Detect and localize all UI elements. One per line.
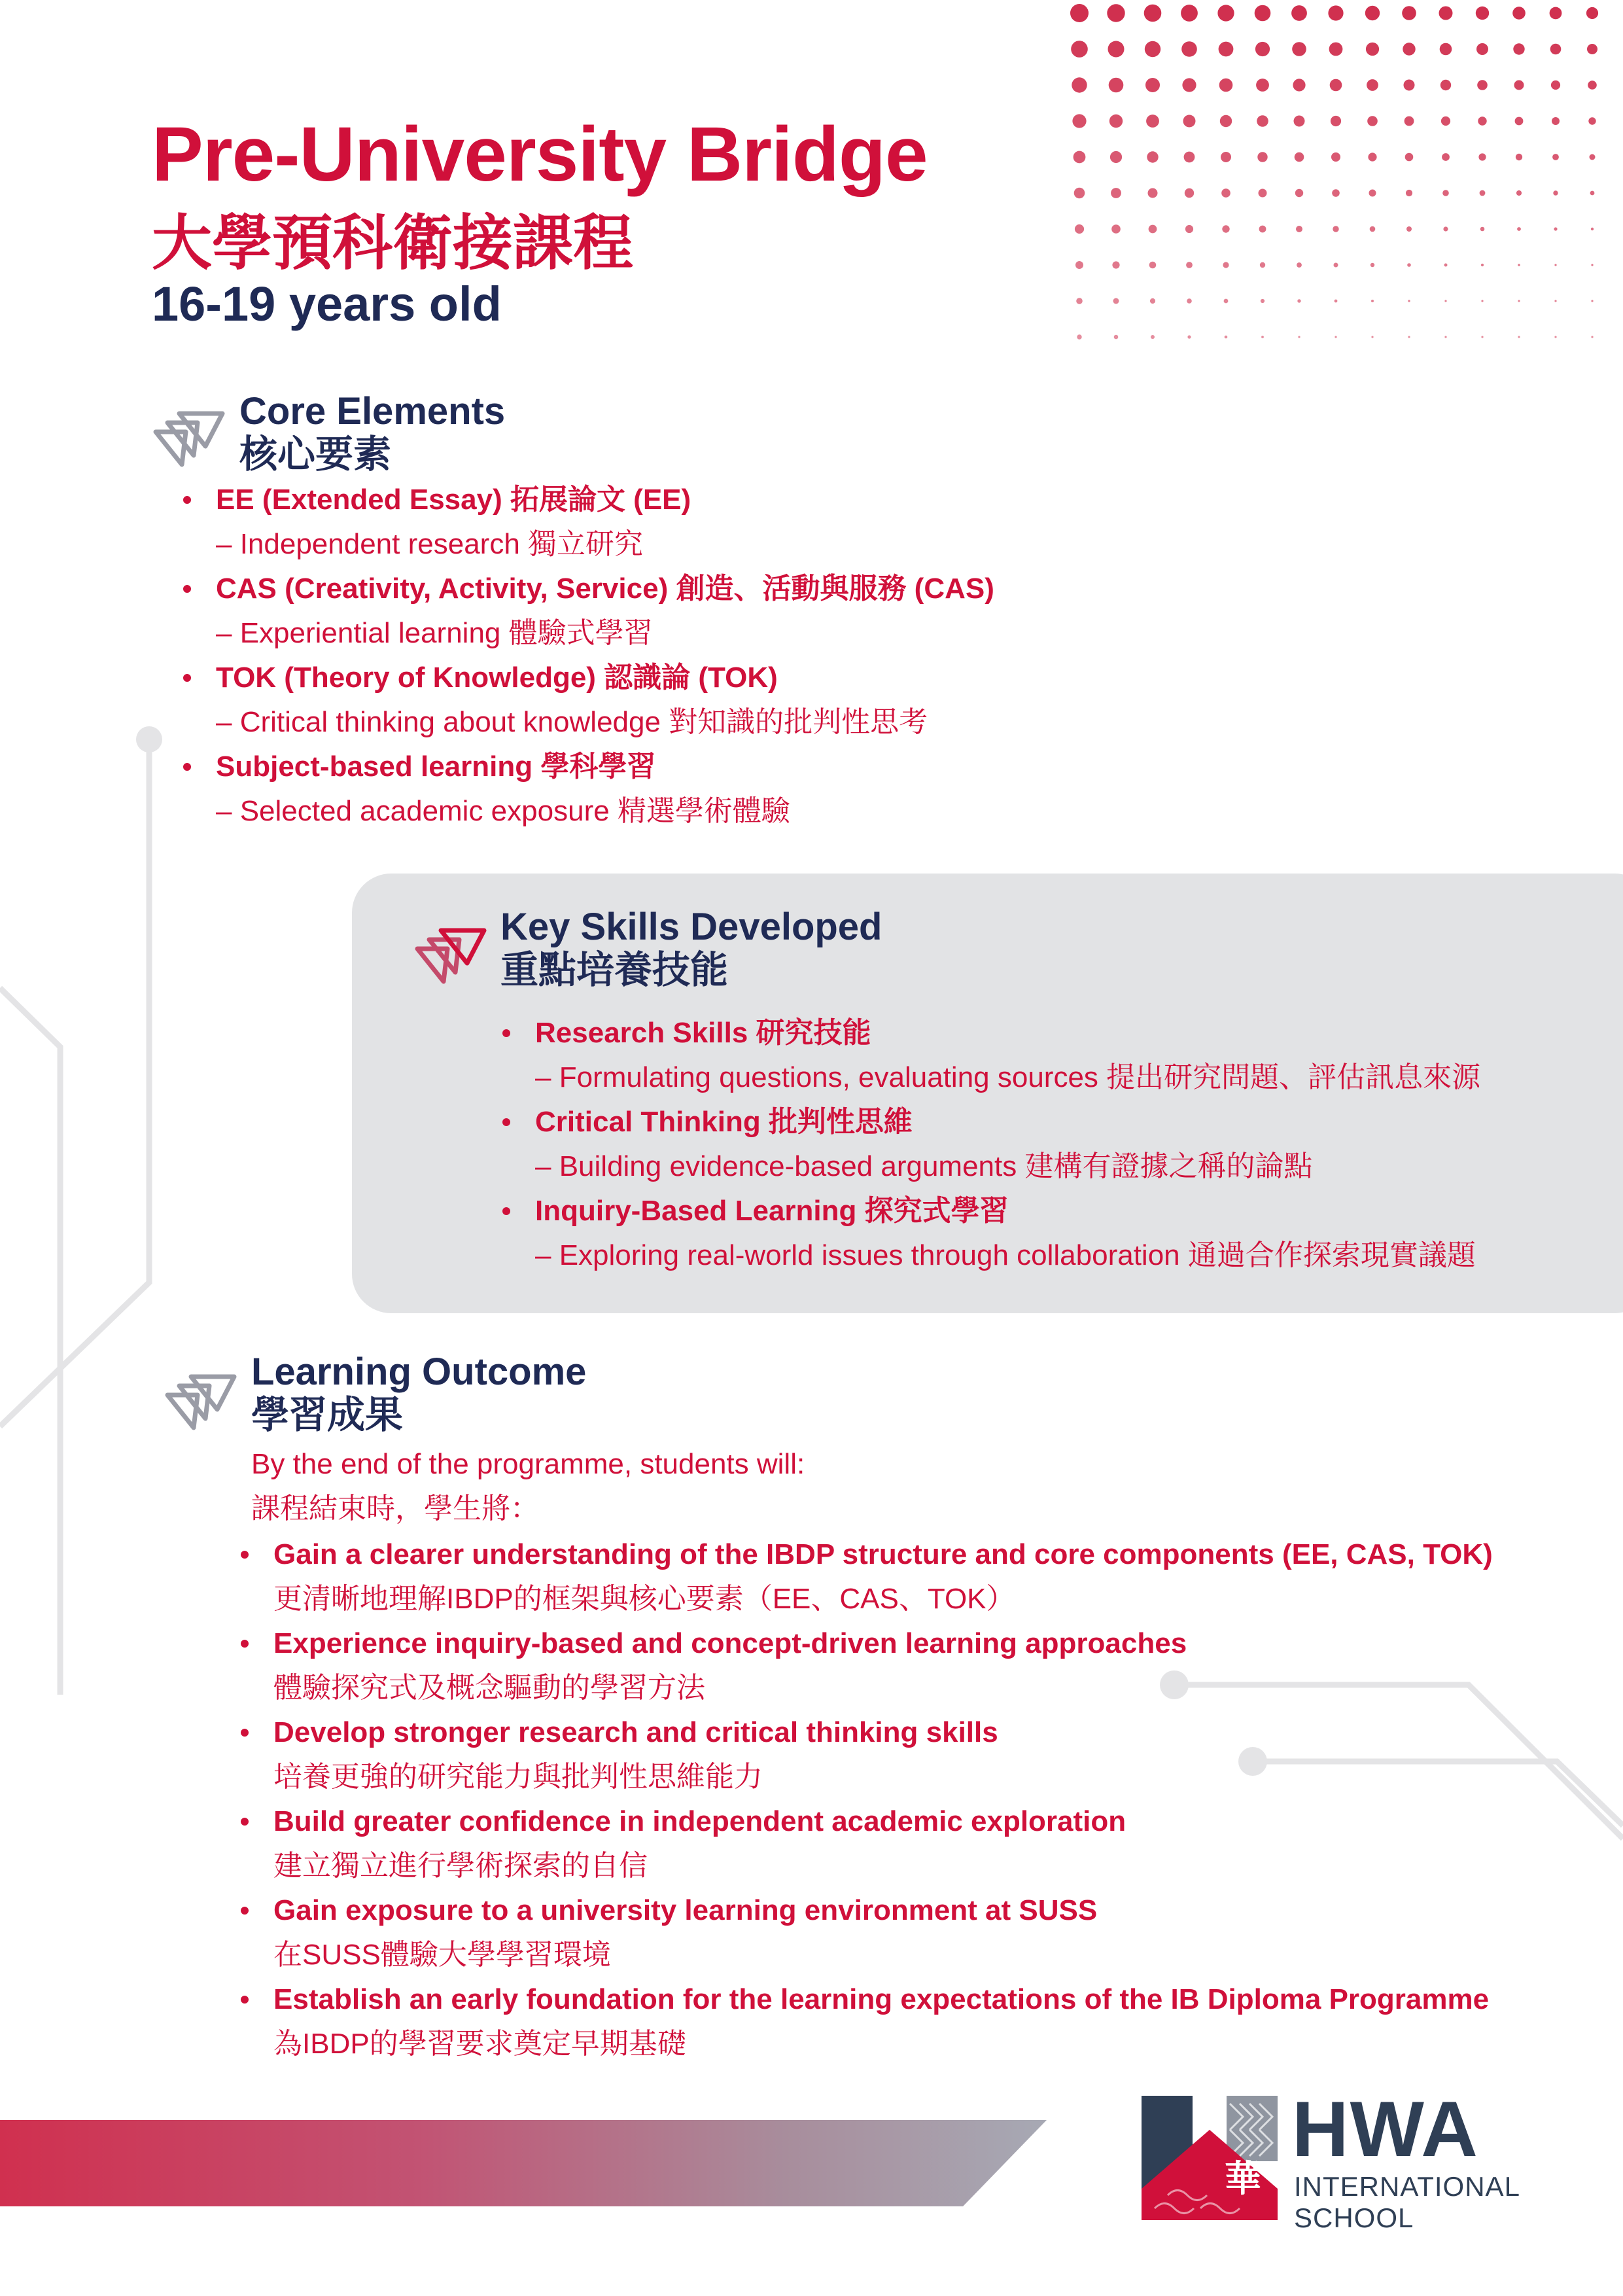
logo-line-1: INTERNATIONAL [1294,2171,1520,2202]
decor-dot [1329,43,1343,56]
decor-dot [1554,264,1556,266]
decor-dot [1330,79,1342,92]
decor-dot [1070,4,1089,22]
decor-dot [1516,190,1522,196]
learning-outcome-title-en: Learning Outcome [251,1351,587,1393]
decor-dot [1588,117,1596,124]
decor-dot [1370,263,1374,267]
decor-dot [1257,115,1268,127]
decor-dot [1184,152,1195,163]
decor-dot [1297,262,1302,268]
decor-dot [1111,224,1121,234]
decor-dot [1406,226,1412,232]
intro-text-en: By the end of the programme, students will: [251,1448,805,1480]
decor-dot [1554,227,1557,230]
decor-dot [1476,43,1488,55]
decor-dot [1113,298,1119,304]
logo-line-2: SCHOOL [1294,2202,1414,2233]
key-skills-title-zh: 重點培養技能 [500,949,729,991]
decor-dot [1365,6,1380,20]
decor-dot [1332,189,1340,197]
decor-dot [1181,41,1197,57]
list-item: Develop stronger research and critical thinking skills 培養更強的研究能力與批判性思維能力 [241,1710,1493,1799]
decor-dot [1072,114,1086,128]
logo-seal-character: 華 [1225,2158,1261,2199]
decor-dot [1261,299,1265,303]
decor-dot [1186,262,1193,268]
decor-dot [1480,190,1486,196]
decor-dot [1072,77,1087,92]
decor-dot [1223,262,1229,268]
decor-dot [1481,264,1484,266]
decor-dot [1478,153,1486,160]
decor-dot [1406,190,1412,196]
decor-dot [1222,225,1229,232]
decor-dot [1077,334,1081,339]
decor-dot [1512,7,1526,20]
list-item: Gain a clearer understanding of the IBDP structure and core components (EE, CAS, TOK) 更清晰地理解IBDP的框架與核心要素（EE、CAS、TOK） [241,1532,1493,1621]
decor-dot [1112,261,1119,268]
decor-dot [1294,116,1305,127]
decor-dot [1219,79,1233,92]
decor-dot [1293,79,1305,91]
decor-dot [1591,228,1594,230]
decor-dot [1071,41,1088,58]
decor-dot [1552,154,1559,160]
decor-dot [1187,335,1191,338]
age-range: 16-19 years old [152,277,502,331]
decor-dot [1144,5,1162,22]
key-skills-title [500,906,882,992]
decor-dot [1407,263,1411,267]
decor-dot [1331,152,1340,162]
decor-dot [1554,300,1556,302]
decor-dot [1551,80,1560,90]
core-elements-title-en: Core Elements [239,390,506,433]
decor-dot [1588,80,1597,90]
decor-dot [1257,152,1267,162]
decor-dot [1591,336,1593,338]
decor-dot [1107,4,1125,22]
decor-dot [1217,5,1234,21]
decor-dot [1334,263,1338,268]
decor-dot [1550,44,1562,55]
key-skills-title-en: Key Skills Developed [500,906,882,948]
decor-dot [1439,7,1453,20]
decor-dot [1255,5,1271,22]
decor-dot [1335,336,1336,338]
decor-dot [1335,300,1338,303]
decor-dot [1443,226,1448,231]
decor-dot [1259,226,1266,233]
list-item: CAS (Creativity, Activity, Service) 創造、活動與服務 (CAS) – Experiential learning 體驗式學習 [183,567,994,656]
logo-name: HWA [1292,2085,1479,2173]
decor-dot [1442,190,1449,196]
decor-dot [1145,41,1161,57]
decor-dot [1295,189,1303,197]
decor-dot [1292,42,1306,56]
decor-dot [1405,116,1414,126]
list-item: Establish an early foundation for the learning expectations of the IB Diploma Programme 為IBDP的學習要求奠定早期基礎 [241,1977,1493,2066]
decor-dot [1515,117,1524,126]
list-item: Experience inquiry-based and concept-driven learning approaches 體驗探究式及概念驅動的學習方法 [241,1621,1493,1710]
decor-dot [1591,300,1593,302]
decor-dot [1114,335,1119,340]
decor-dot [1405,153,1414,162]
decor-dot [1225,336,1228,339]
layers-icon [161,1362,239,1441]
learning-outcome-intro [251,1442,805,1531]
decor-dot [1481,300,1483,302]
decor-dot [1371,336,1373,338]
layers-icon [411,916,489,995]
decor-dot [1146,115,1159,128]
decor-dot [1550,7,1562,20]
decor-dot [1553,190,1558,195]
decor-dot [1402,6,1416,20]
decor-dot [1514,80,1524,90]
decor-dot [1554,336,1556,338]
decor-dot [1441,116,1450,126]
decor-dot [1331,116,1341,126]
decor-dot [1109,78,1124,93]
decor-dot [1518,336,1520,338]
layers-icon [149,399,228,478]
list-item: TOK (Theory of Knowledge) 認識論 (TOK) – Critical thinking about knowledge 對知識的批判性思考 [183,656,994,745]
dot-grid [1070,4,1598,340]
logo-subtitle [1294,2171,1520,2234]
decor-dot [1182,78,1196,92]
decor-dot [1369,190,1376,197]
decor-dot [1295,152,1304,162]
decor-dot [1591,264,1593,266]
decor-dot [1517,227,1521,231]
decor-dot [1587,44,1597,54]
decor-dot [1256,79,1269,92]
decor-dot [1181,5,1198,22]
core-elements-title [239,390,505,476]
decor-dot [1440,80,1451,90]
page-title: Pre-University Bridge [152,111,928,198]
decor-dot [1149,262,1157,269]
decor-dot [1259,189,1267,198]
decor-dot [1185,188,1194,198]
decor-dot [1291,5,1307,21]
decor-dot [1187,298,1192,304]
decor-dot [1151,335,1155,339]
decor-dot [1444,264,1448,267]
decor-dot [1111,188,1121,198]
decor-dot [1367,79,1378,91]
decor-dot [1147,151,1158,162]
list-item: Gain exposure to a university learning environment at SUSS 在SUSS體驗大學學習環境 [241,1888,1493,1977]
list-item: Subject-based learning 學科學習 – Selected academic exposure 精選學術體驗 [183,745,994,834]
core-elements-title-zh: 核心要素 [239,433,392,476]
decor-dot [1073,151,1086,164]
decor-dot [1518,264,1520,266]
decor-dot [1518,300,1520,302]
decor-dot [1148,188,1158,198]
decor-dot [1444,300,1446,302]
key-skills-list [502,1011,1480,1278]
footer-gradient-bar [0,2120,1047,2206]
decor-dot [1074,188,1085,199]
intro-text-zh: 課程結束時，學生將： [251,1492,539,1525]
decor-dot [1552,117,1560,125]
decor-dot [1220,115,1232,127]
decor-dot [1367,116,1378,126]
decor-dot [1333,226,1338,232]
decor-dot [1221,152,1231,162]
list-item: Critical Thinking 批判性思維 – Building evidence-based arguments 建構有證據之稱的論點 [502,1100,1480,1189]
decor-dot [1109,115,1123,128]
decor-dot [1590,154,1596,160]
decor-dot [1516,154,1522,160]
decor-dot [1261,336,1264,338]
decor-dot [1476,7,1489,20]
decor-dot [1408,300,1410,302]
decor-dot [1110,151,1122,163]
core-elements-list [183,478,994,834]
decor-dot [1478,116,1486,125]
decor-dot [1586,7,1598,19]
decor-dot [1145,78,1160,92]
decor-dot [1408,336,1410,338]
learning-outcome-title [251,1351,586,1437]
decor-dot [1513,43,1524,54]
decor-dot [1260,262,1265,268]
decor-dot [1296,226,1302,232]
decor-dot [1183,115,1196,128]
decor-dot [1297,299,1300,302]
decor-dot [1150,298,1155,304]
decor-dot [1366,43,1379,56]
decor-dot [1481,336,1483,338]
list-item: Build greater confidence in independent academic exploration 建立獨立進行學術探索的自信 [241,1799,1493,1888]
decor-dot [1075,261,1083,269]
decor-dot [1298,336,1300,338]
decor-dot [1328,5,1343,20]
decor-dot [1442,153,1450,161]
decor-dot [1368,152,1376,161]
decor-dot [1221,188,1230,198]
list-item: Inquiry-Based Learning 探究式學習 – Exploring real-world issues through collaboration 通過合作探索現實議題 [502,1189,1480,1278]
decor-dot [1403,43,1415,55]
decor-dot [1370,226,1376,232]
decor-dot [1404,80,1415,91]
decor-dot [1075,224,1084,234]
decor-dot [1185,225,1193,233]
list-item: Research Skills 研究技能 – Formulating questions, evaluating sources 提出研究問題、評估訊息來源 [502,1011,1480,1100]
decor-dot [1149,225,1157,234]
decor-dot [1440,43,1452,56]
list-item: EE (Extended Essay) 拓展論文 (EE) – Independent research 獨立研究 [183,478,994,567]
decor-dot [1590,191,1595,196]
learning-outcome-title-zh: 學習成果 [251,1394,404,1436]
decor-dot [1219,42,1234,57]
decor-dot [1480,227,1485,232]
decor-dot [1255,42,1270,56]
decor-dot [1371,300,1374,302]
decor-dot [1108,41,1125,58]
decor-dot [1477,80,1488,90]
decor-dot [1076,298,1083,304]
decor-dot [1224,299,1229,304]
decor-dot [1444,336,1446,338]
page-title-chinese: 大學預科衛接課程 [152,210,634,277]
learning-outcome-list [241,1532,1493,2066]
